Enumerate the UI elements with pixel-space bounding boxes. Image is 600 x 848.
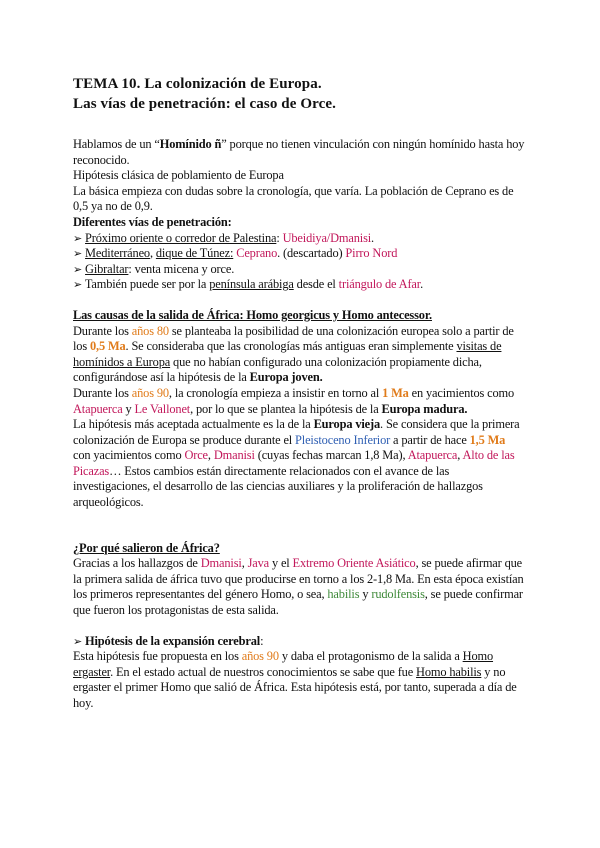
intro-paragraph-2: Hipótesis clásica de poblamiento de Europa	[73, 168, 284, 183]
arrow-bullet-icon: ➢	[73, 247, 83, 261]
via-item-palestina: ➢ Próximo oriente o corredor de Palestina: Ubeidiya/Dmanisi.	[73, 230, 374, 245]
page-title	[73, 74, 525, 114]
via-item-gibraltar: ➢ Gibraltar: venta micena y orce.	[73, 261, 235, 276]
porque-heading: ¿Por qué salieron de África?	[73, 540, 220, 555]
arrow-bullet-icon: ➢	[73, 634, 83, 648]
intro-paragraph-3: La básica empieza con dudas sobre la cronología, que varía. La población de Ceprano es de 0,5 ya no de 0,9.	[73, 183, 514, 214]
porque-paragraph: Gracias a los hallazgos de Dmanisi, Java y el Extremo Oriente Asiático, se puede afirmar que la primera salida de áfrica tuvo que producirse en torno a los 2-1,8 Ma. En esta época existían los primeros representantes del género Homo, o sea, habilis y rudolfensis, se puede confirmar que fueron los protagonistas de esta salida.	[73, 556, 524, 618]
arrow-bullet-icon: ➢	[73, 278, 83, 292]
title-line-2: Las vías de penetración: el caso de Orce.	[73, 96, 336, 112]
causas-paragraph-2: Durante los años 90, la cronología empieza a insistir en torno al 1 Ma en yacimientos como Atapuerca y Le Vallonet, por lo que se plantea la hipótesis de la Europa madura.	[73, 385, 515, 416]
expansion-paragraph: Esta hipótesis fue propuesta en los años 90 y daba el protagonismo de la salida a Homo ergaster. En el estado actual de nuestros conocimientos se sabe que fue Homo habilis y no ergaster el primer Homo que salió de África. Esta hipótesis está, por tanto, superada a día de hoy.	[73, 649, 517, 710]
causas-paragraph-1: Durante los años 80 se planteaba la posibilidad de una colonización europea solo a partir de los 0,5 Ma. Se consideraba que las cronologías más antiguas eran simplemente visitas de homínidos a Europa que no habían configurado una colonización propiamente dicha, configurándose así la hipótesis de la Europa joven.	[73, 323, 514, 385]
arrow-bullet-icon: ➢	[73, 262, 83, 276]
causas-paragraph-3: La hipótesis más aceptada actualmente es la de la Europa vieja. Se considera que la primera colonización de Europa se produce durante el Pleistoceno Inferior a partir de hace 1,5 Ma con yacimientos como Orce, Dmanisi (cuyas fechas marcan 1,8 Ma), Atapuerca, Alto de las Picazas… Estos cambios están directamente relacionados con el avance de las investigaciones, el desarrollo de las ciencias auxiliares y la proliferación de hallazgos arqueológicos.	[73, 417, 520, 510]
via-item-arabia: ➢ También puede ser por la península arábiga desde el triángulo de Afar.	[73, 277, 424, 292]
expansion-heading: ➢ Hipótesis de la expansión cerebral:	[73, 633, 264, 648]
arrow-bullet-icon: ➢	[73, 231, 83, 245]
intro-paragraph-1: Hablamos de un “Homínido ñ” porque no tienen vinculación con ningún homínido hasta hoy reconocido.	[73, 137, 525, 167]
vias-heading: Diferentes vías de penetración:	[73, 214, 232, 229]
document-content	[73, 74, 525, 712]
causas-heading: Las causas de la salida de África: Homo georgicus y Homo antecessor.	[73, 307, 432, 322]
title-line-1: TEMA 10. La colonización de Europa.	[73, 76, 322, 92]
via-item-mediterraneo: ➢ Mediterráneo, dique de Túnez: Ceprano. (descartado) Pirro Nord	[73, 246, 398, 261]
